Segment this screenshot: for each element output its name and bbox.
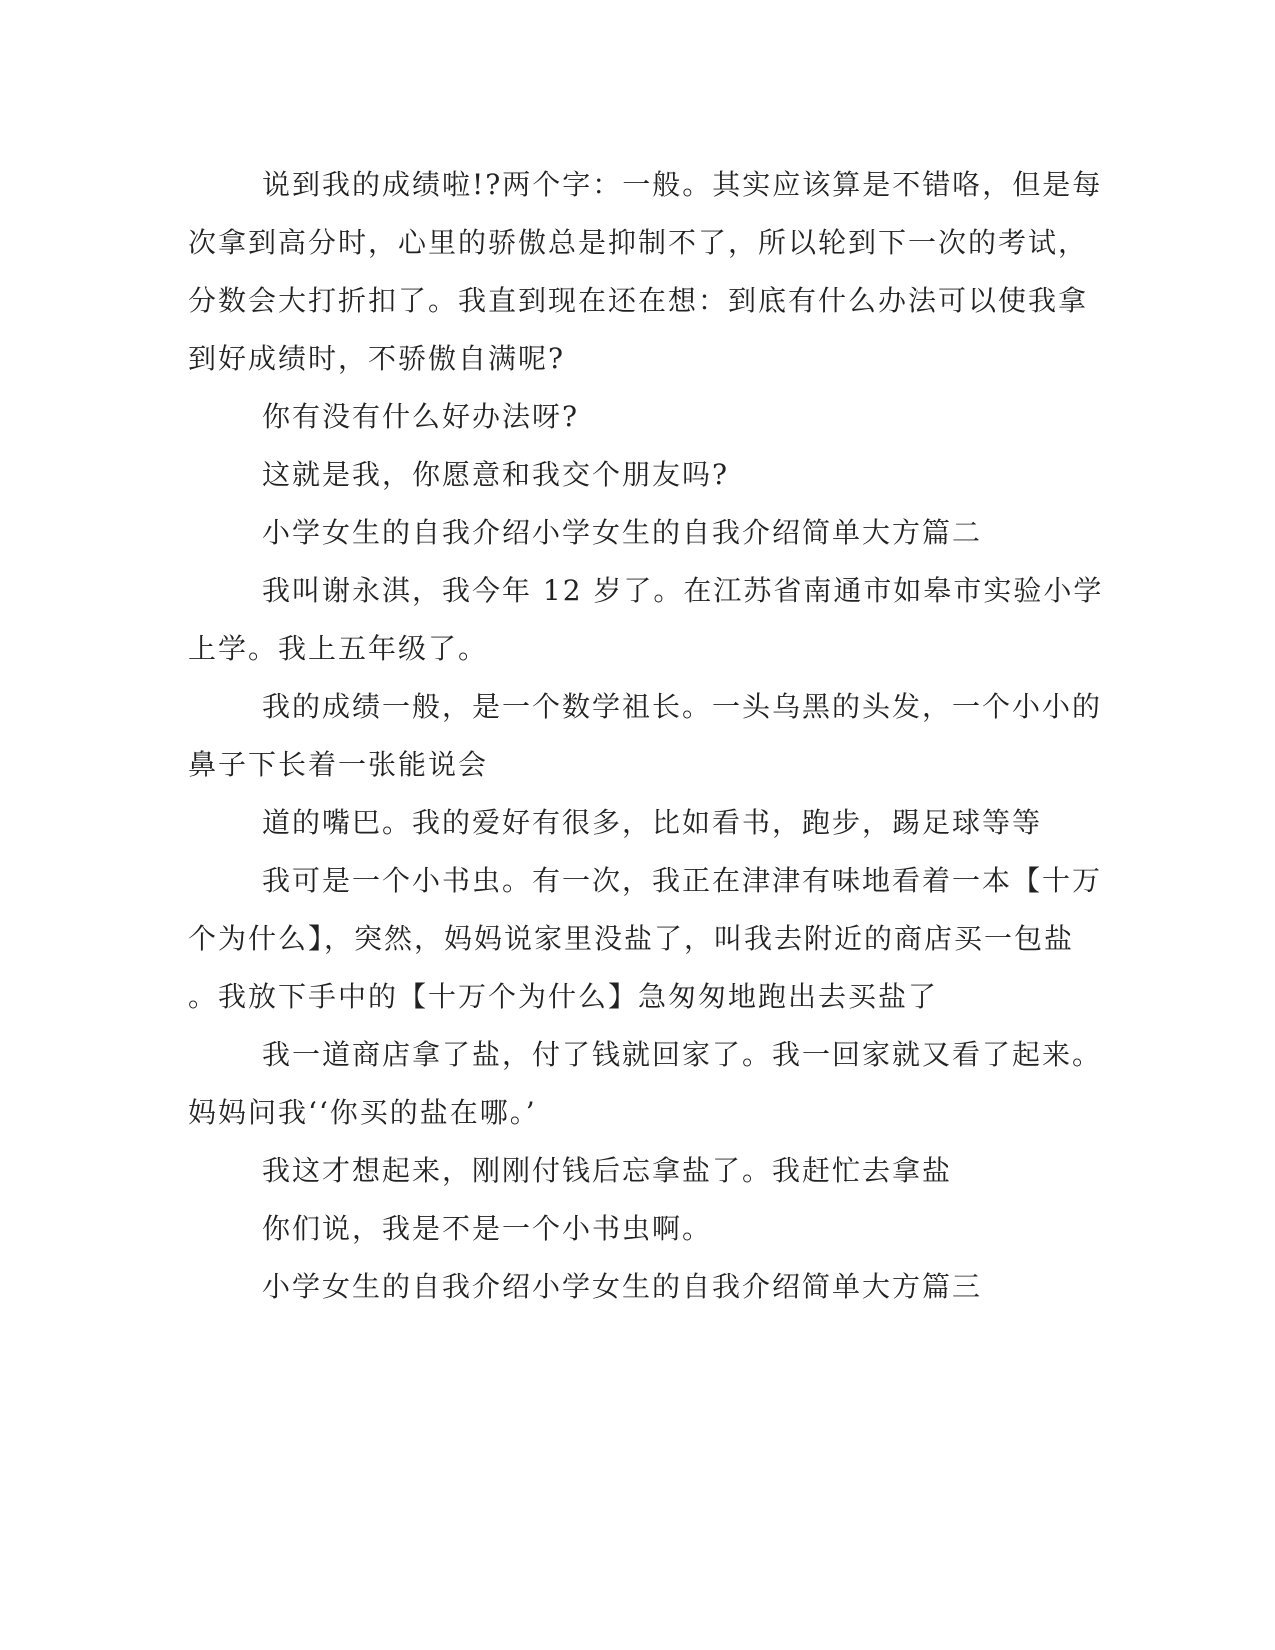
text-line: 说到我的成绩啦!?两个字：一般。其实应该算是不错咯，但是每: [262, 168, 1103, 201]
text-line: 我可是一个小书虫。有一次，我正在津津有味地看着一本【十万: [262, 864, 1103, 897]
text-line: 我叫谢永淇，我今年 12 岁了。在江苏省南通市如皋市实验小学: [262, 574, 1104, 607]
text-line: 我一道商店拿了盐，付了钱就回家了。我一回家就又看了起来。: [262, 1038, 1103, 1071]
text-line: 分数会大打折扣了。我直到现在还在想：到底有什么办法可以使我拿: [188, 284, 1089, 317]
section-heading: 小学女生的自我介绍小学女生的自我介绍简单大方篇二: [262, 516, 983, 549]
text-line: 你有没有什么好办法呀?: [262, 400, 580, 433]
text-line: 鼻子下长着一张能说会: [188, 748, 489, 781]
section-heading: 小学女生的自我介绍小学女生的自我介绍简单大方篇三: [262, 1270, 983, 1303]
text-line: 我的成绩一般，是一个数学祖长。一头乌黑的头发，一个小小的: [262, 690, 1103, 723]
text-line: 。我放下手中的【十万个为什么】急匆匆地跑出去买盐了: [188, 980, 939, 1013]
text-line: 到好成绩时，不骄傲自满呢?: [188, 342, 566, 375]
text-line: 这就是我，你愿意和我交个朋友吗?: [262, 458, 730, 491]
text-line: 我这才想起来，刚刚付钱后忘拿盐了。我赶忙去拿盐: [262, 1154, 953, 1187]
text-line: 个为什么】，突然，妈妈说家里没盐了，叫我去附近的商店买一包盐: [188, 922, 1075, 955]
text-line: 你们说，我是不是一个小书虫啊。: [262, 1212, 713, 1245]
text-line: 妈妈问我‘‘你买的盐在哪。’: [188, 1096, 537, 1129]
text-line: 道的嘴巴。我的爱好有很多，比如看书，跑步，踢足球等等: [262, 806, 1043, 839]
text-line: 次拿到高分时，心里的骄傲总是抑制不了，所以轮到下一次的考试，: [188, 226, 1089, 259]
text-line: 上学。我上五年级了。: [188, 632, 489, 665]
